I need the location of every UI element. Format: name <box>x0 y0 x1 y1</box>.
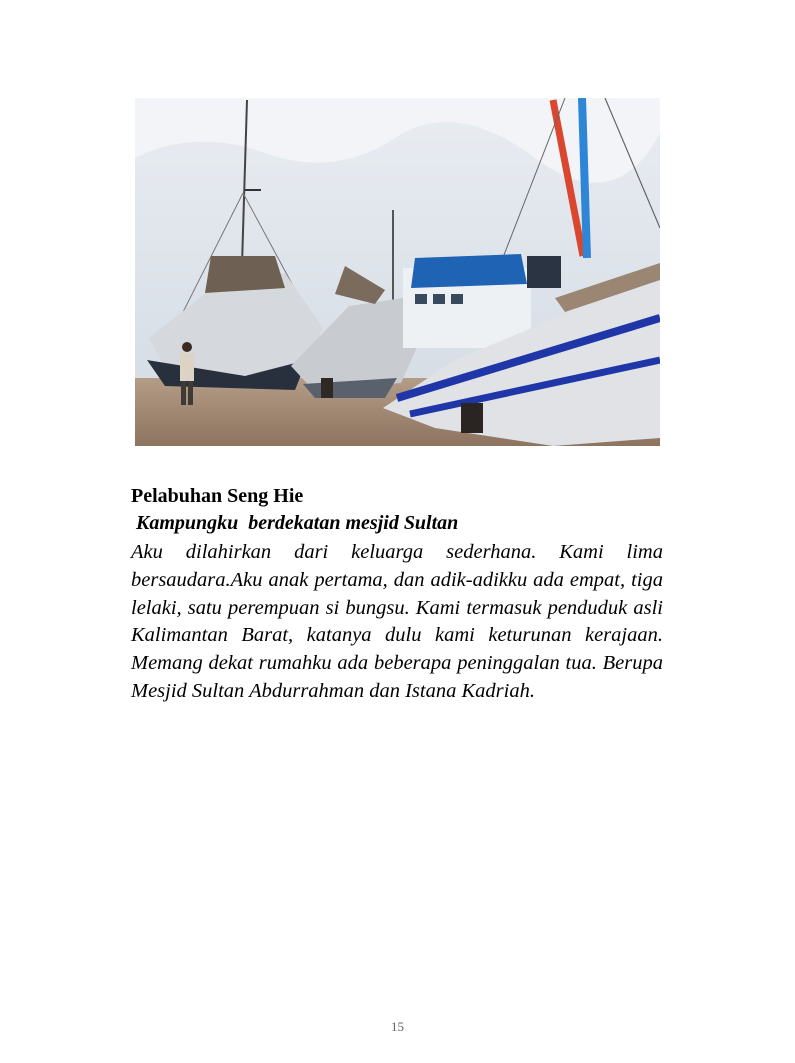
section-subtitle: Kampungku berdekatan mesjid Sultan <box>131 512 459 534</box>
page-number: 15 <box>391 1019 404 1034</box>
harbor-photo <box>135 98 660 446</box>
body-paragraph: Aku dilahirkan dari keluarga sederhana. Kami lima bersaudara.Aku anak pertama, dan adik-adikku ada empat, tiga lelaki, satu perempuan si bungsu. Kami termasuk penduduk asli Kalimantan Barat, katanya dulu kami keturunan kerajaan. Memang dekat rumahku ada beberapa peninggalan tua. Berupa Mesjid Sultan Abdurrahman dan Istana Kadriah. <box>131 541 663 702</box>
photo-caption-title: Pelabuhan Seng Hie <box>131 485 304 507</box>
harbor-photo-illustration <box>135 98 660 446</box>
